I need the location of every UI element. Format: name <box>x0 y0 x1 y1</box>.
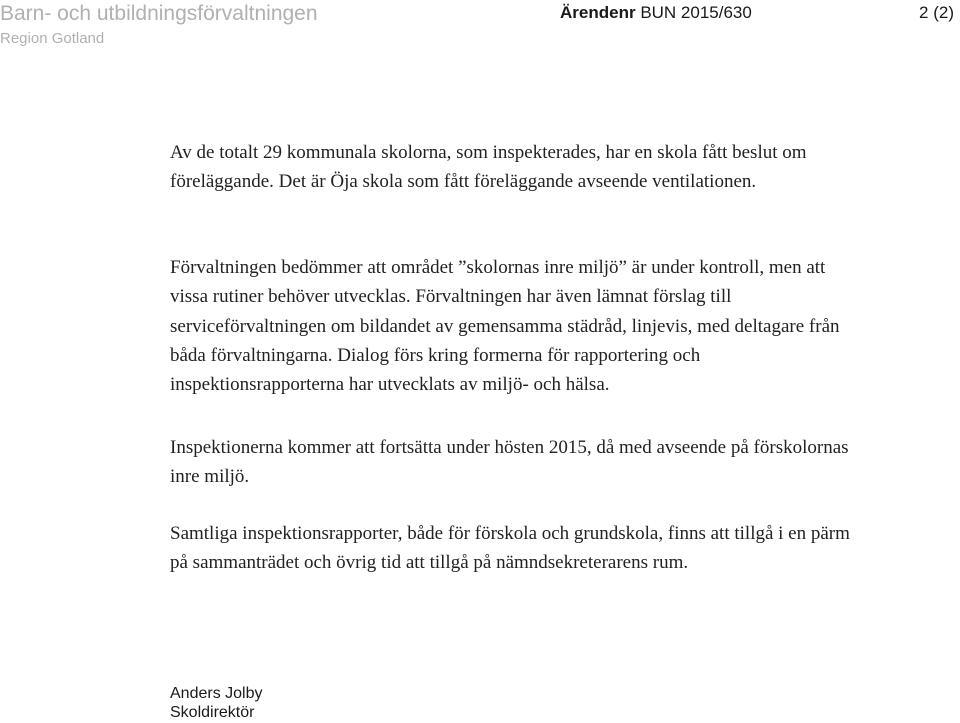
paragraph-text: Förvaltningen bedömmer att området ”skolornas inre miljö” är under kontroll, men att vissa rutiner behöver utvecklas. Förvaltningen har även lämnat förslag till serviceförvaltningen om bildandet av gemensamma städråd, linjevis, med deltagare från båda förvaltningarna. Dialog förs kring formerna för rapportering och inspektionsrapporterna har utvecklats av miljö- och hälsa. <box>170 257 840 396</box>
paragraph-1 <box>170 138 860 197</box>
page-number: 2 (2) <box>919 3 954 22</box>
case-label: Ärendenr <box>560 3 636 22</box>
region-name: Region Gotland <box>0 30 105 47</box>
paragraph-text: Inspektionerna kommer att fortsätta under hösten 2015, då med avseende på förskolornas inre miljö. <box>170 437 849 488</box>
signature-block <box>170 684 263 722</box>
paragraph-2 <box>170 253 860 399</box>
paragraph-3 <box>170 433 860 492</box>
case-reference <box>560 3 752 23</box>
signatory-name: Anders Jolby <box>170 685 263 702</box>
paragraph-4 <box>170 519 860 578</box>
paragraph-text: Samtliga inspektionsrapporter, både för förskola och grundskola, finns att tillgå i en pärm på sammanträdet och övrig tid att tillgå på nämndsekreterarens rum. <box>170 523 850 574</box>
signatory-title: Skoldirektör <box>170 704 255 721</box>
organization-name: Barn- och utbildningsförvaltningen <box>0 2 318 25</box>
case-number: BUN 2015/630 <box>640 3 752 22</box>
paragraph-text: Av de totalt 29 kommunala skolorna, som inspekterades, har en skola fått beslut om föreläggande. Det är Öja skola som fått föreläggande avseende ventilationen. <box>170 142 807 193</box>
